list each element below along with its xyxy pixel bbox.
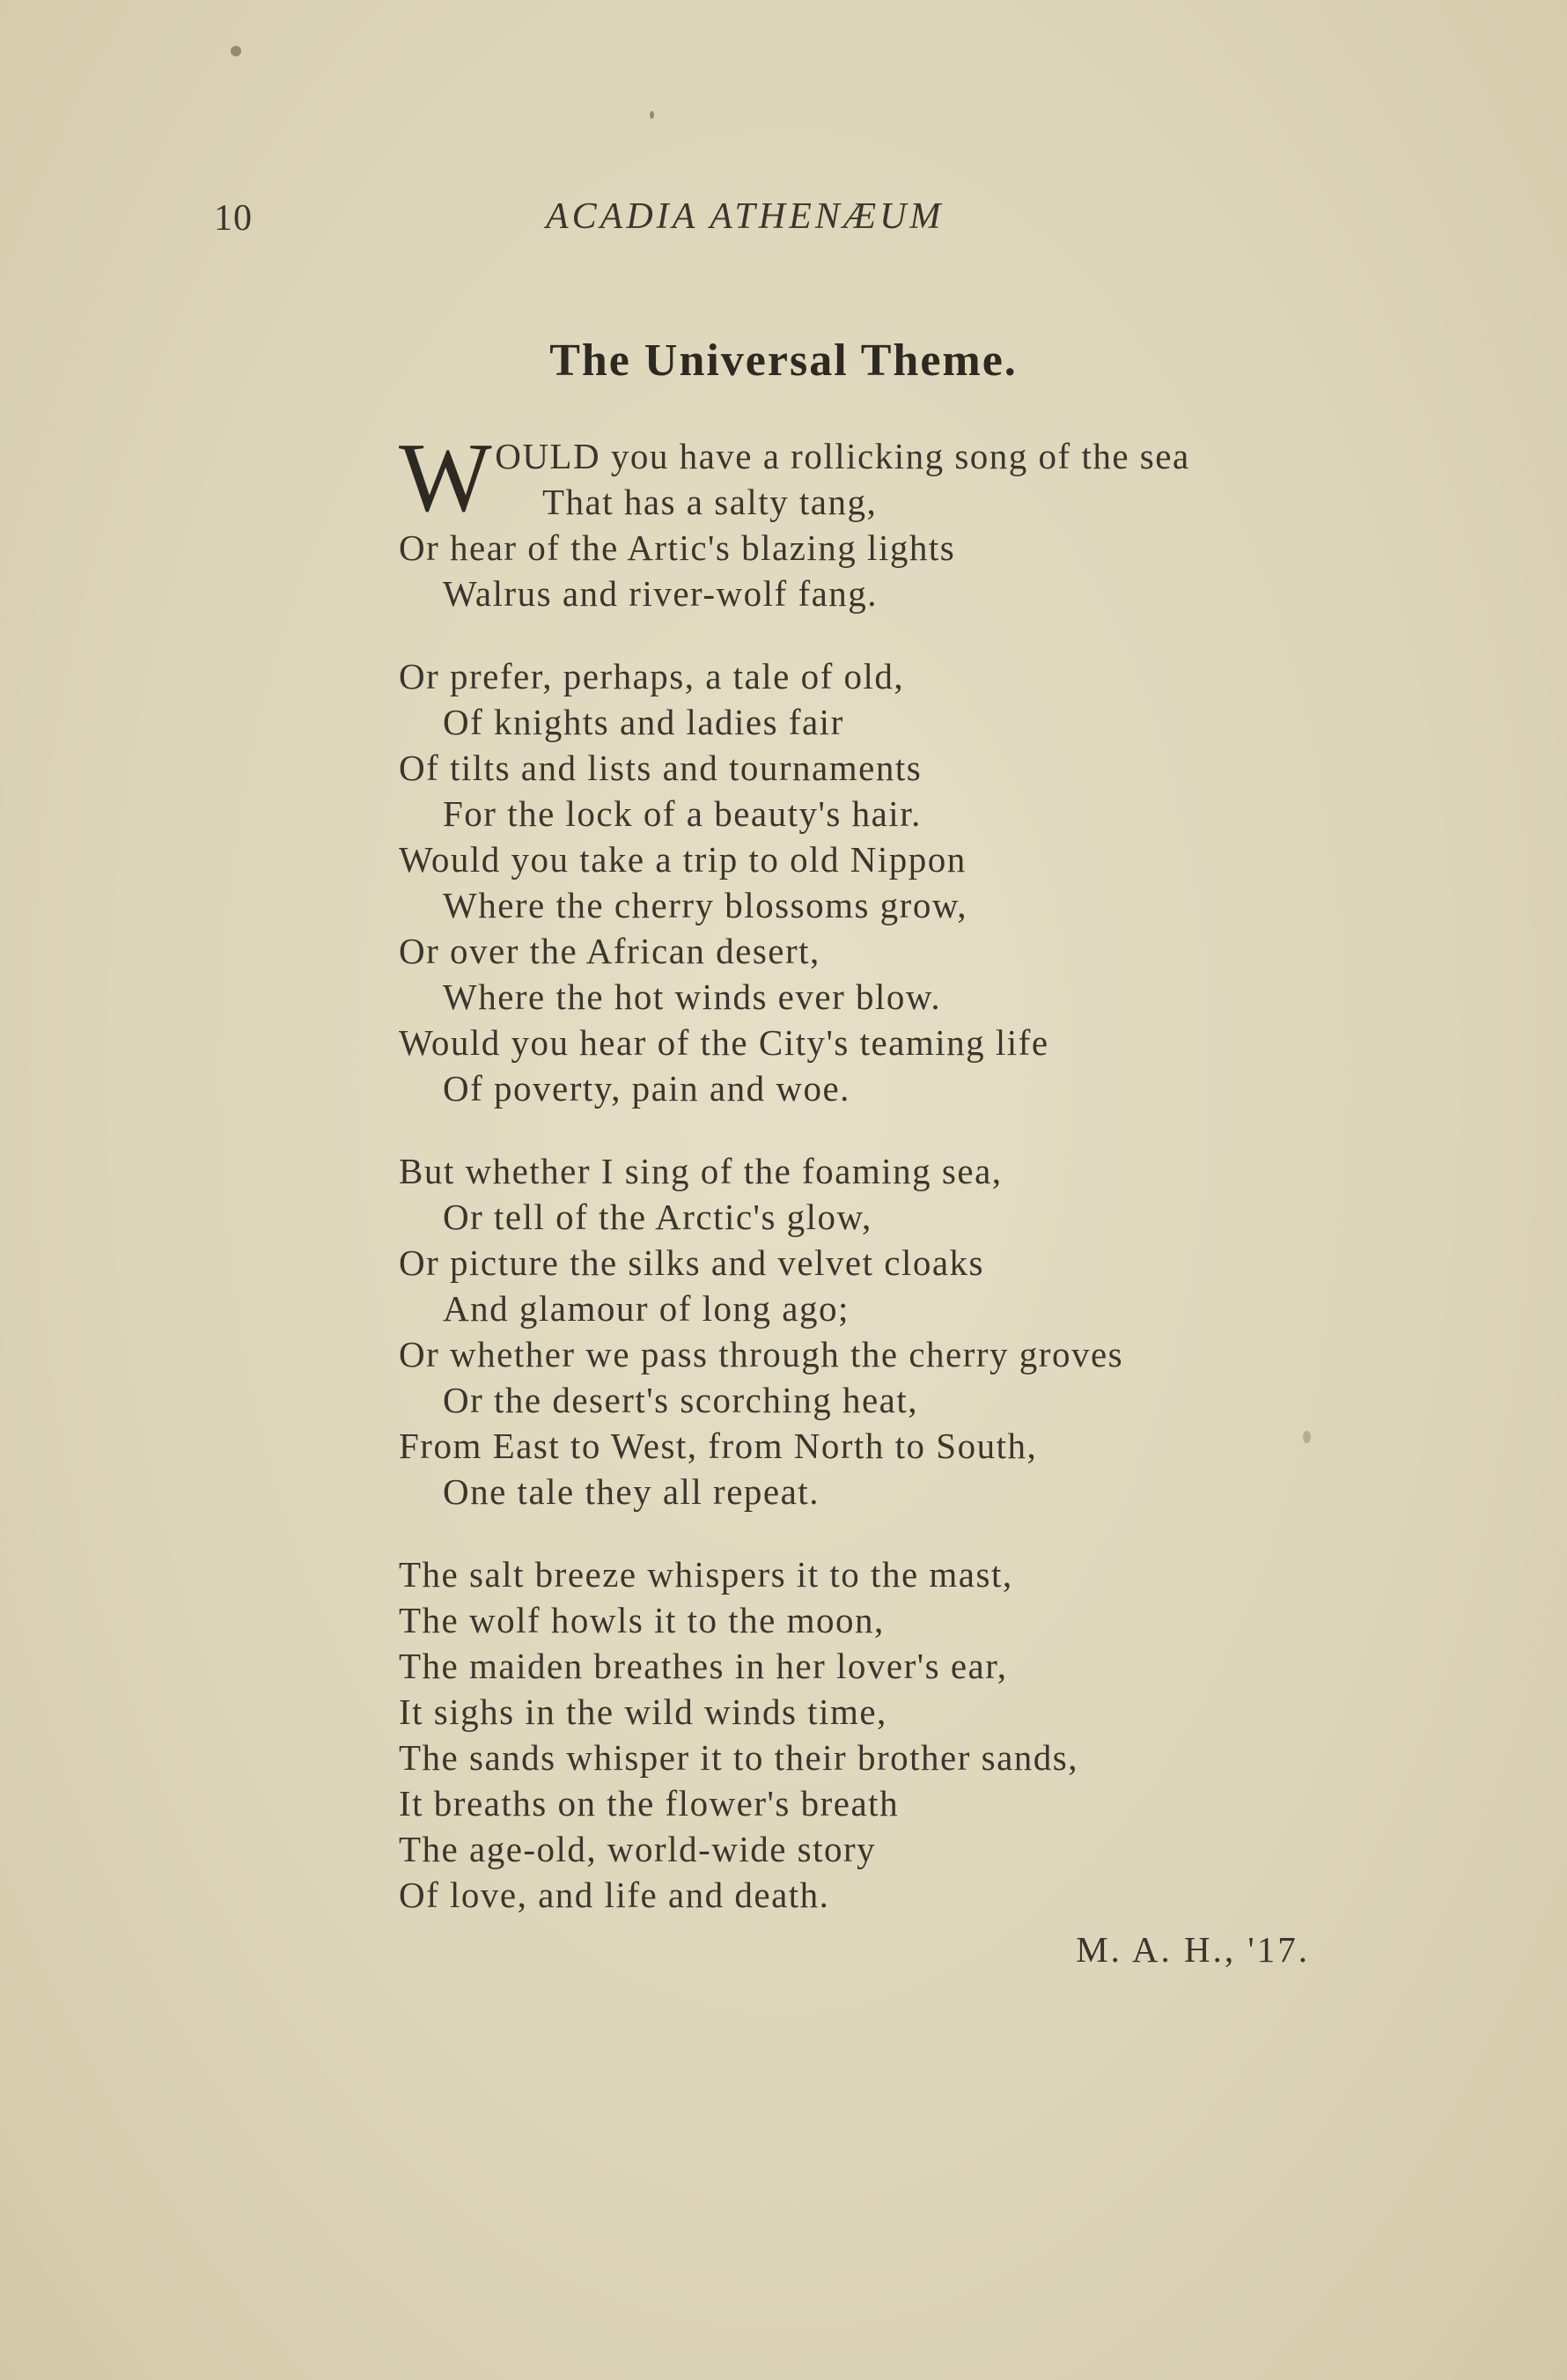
poem-title: The Universal Theme.: [549, 335, 1018, 386]
stanza-3: [399, 1148, 1190, 1514]
paper-speck: [231, 46, 241, 56]
stanza-gap: [399, 616, 1190, 653]
poem-line: And glamour of long ago;: [443, 1288, 850, 1329]
poem-line: Or tell of the Arctic's glow,: [443, 1197, 872, 1237]
poem-line: It sighs in the wild winds time,: [399, 1691, 887, 1732]
poem-line: Or over the African desert,: [399, 931, 820, 971]
stanza-2: [399, 653, 1190, 1111]
poem-line: Of love, and life and death.: [399, 1875, 830, 1915]
running-head: ACADIA ATHENÆUM: [546, 196, 945, 237]
poem-line: Would you take a trip to old Nippon: [399, 839, 967, 880]
poem-line: Where the cherry blossoms grow,: [443, 885, 968, 925]
poem-line: For the lock of a beauty's hair.: [443, 793, 922, 834]
stanza-1: [399, 424, 1190, 616]
poem-line: That has a salty tang,: [542, 482, 878, 522]
poem-line: Of tilts and lists and tournaments: [399, 748, 923, 788]
poem-line: But whether I sing of the foaming sea,: [399, 1151, 1003, 1191]
poem-line: The sands whisper it to their brother sands,: [399, 1737, 1078, 1778]
drop-cap: W: [399, 424, 494, 533]
paper-speck: [1303, 1431, 1311, 1443]
poem-line: Or prefer, perhaps, a tale of old,: [399, 656, 905, 696]
poem-line: Where the hot winds ever blow.: [443, 976, 942, 1017]
poem-line: Of poverty, pain and woe.: [443, 1068, 850, 1109]
author-signature: M. A. H., '17.: [1076, 1929, 1310, 1970]
poem-line: Or picture the silks and velvet cloaks: [399, 1242, 984, 1283]
poem-line: OULD you have a rollicking song of the sea: [495, 436, 1190, 476]
poem-line: From East to West, from North to South,: [399, 1426, 1038, 1466]
poem-line: The age-old, world-wide story: [399, 1829, 877, 1869]
poem-line: Or the desert's scorching heat,: [443, 1380, 919, 1420]
poem-line: The maiden breathes in her lover's ear,: [399, 1646, 1008, 1686]
poem-line: The wolf howls it to the moon,: [399, 1600, 885, 1640]
poem-line: Or whether we pass through the cherry groves: [399, 1334, 1124, 1374]
paper-speck: [650, 111, 654, 119]
poem-line: Walrus and river-wolf fang.: [443, 573, 879, 614]
poem-line: Or hear of the Artic's blazing lights: [399, 527, 956, 568]
poem-line: The salt breeze whispers it to the mast,: [399, 1554, 1013, 1595]
page-number: 10: [214, 198, 253, 239]
poem-line: Of knights and ladies fair: [443, 702, 844, 742]
poem-line: One tale they all repeat.: [443, 1471, 820, 1512]
poem-line: It breaths on the flower's breath: [399, 1783, 900, 1824]
stanza-gap: [399, 1111, 1190, 1148]
stanza-4: [399, 1551, 1190, 1918]
poem-line: Would you hear of the City's teaming life: [399, 1022, 1049, 1063]
poem-body: [399, 424, 1190, 1918]
stanza-gap: [399, 1514, 1190, 1551]
